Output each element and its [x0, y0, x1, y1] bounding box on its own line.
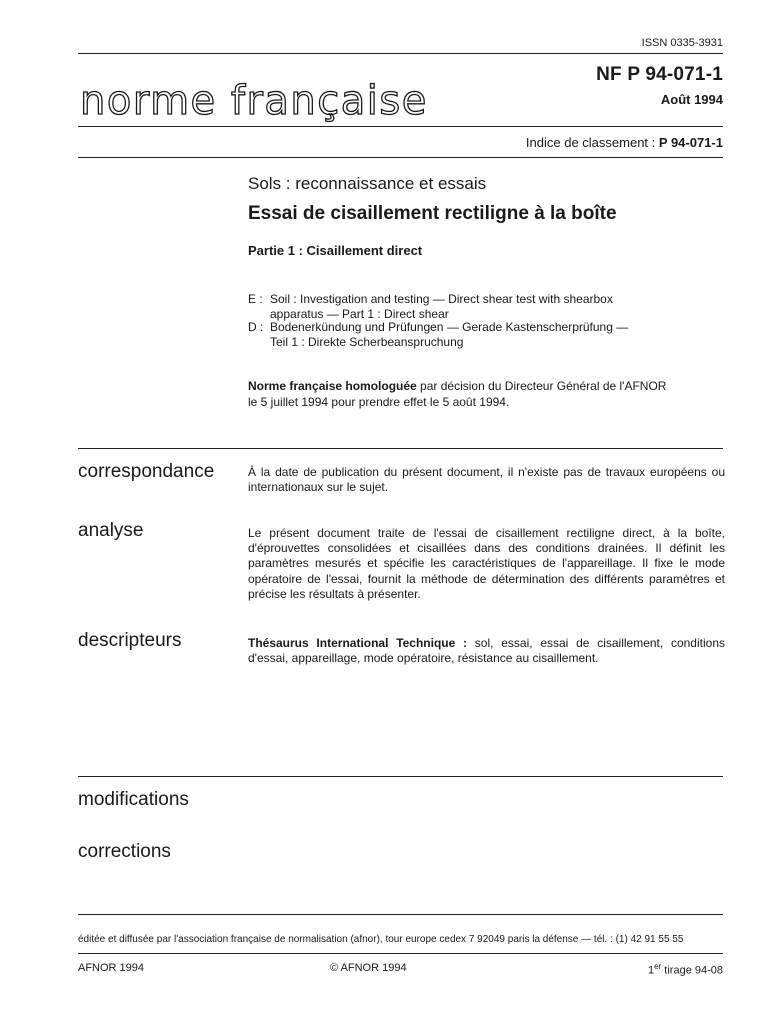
brand-title-outline [78, 76, 458, 128]
brand-title [78, 76, 458, 128]
translation-line: Bodenerkündung und Prüfungen — Gerade Kastenscherprüfung — [270, 320, 629, 334]
issn-number: ISSN 0335-3931 [641, 37, 723, 49]
translation-line: apparatus — Part 1 : Direct shear [270, 306, 449, 321]
subject-title: Sols : reconnaissance et essais [248, 174, 487, 193]
correspondance-label: correspondance [78, 461, 215, 482]
part-title: Partie 1 : Cisaillement direct [248, 243, 423, 258]
edition-ordinal: er [654, 962, 662, 971]
footer-edition [648, 962, 723, 977]
publisher-line: éditée et diffusée par l'association française de normalisation (afnor), tour europe cedex 7 92049 paris la défense — tél. : (1) 42 91 55 55 [78, 934, 684, 945]
document-number: NF P 94-071-1 [596, 64, 723, 85]
document-date: Août 1994 [660, 92, 723, 107]
brand-title-text: norme française [80, 78, 428, 124]
footer-copyright-left: AFNOR 1994 [78, 962, 145, 974]
descripteurs-keywords: sol, essai, essai de cisaillement, conditions d'essai, appareillage, mode opératoire, résistance au cisaillement. [248, 636, 725, 666]
edition-text: tirage 94-08 [661, 964, 723, 977]
modifications-label: modifications [78, 789, 189, 810]
corrections-label: corrections [78, 841, 171, 862]
homologation-date: le 5 juillet 1994 pour prendre effet le 5 août 1994. [248, 395, 510, 409]
descripteurs-label: descripteurs [78, 630, 182, 651]
homologation-bold: Norme française homologuée [248, 379, 417, 393]
header-mid-rule [78, 126, 723, 127]
descripteurs-text [248, 636, 725, 666]
edition-number: 1 [647, 964, 655, 977]
translation-german [248, 320, 628, 349]
footer-bottom-rule [78, 953, 723, 954]
main-title: Essai de cisaillement rectiligne à la boîte [248, 203, 617, 224]
translation-line: Soil : Investigation and testing — Direct shear test with shearbox [270, 292, 613, 306]
modifications-rule [78, 776, 723, 777]
homologation-text: par décision du Directeur Général de l'AFNOR [416, 379, 667, 393]
analyse-text: Le présent document traite de l'essai de cisaillement rectiligne direct, à la boîte, d'éprouvettes consolidées et cisaillées dans des conditions drainées. Il définit les paramètres mesurés et spécifie les caractéristiques de l'appareillage. Il fixe le mode opératoire de l'essai, fournit la méthode de détermination des différents paramètres et précise les résultats à présenter. [248, 526, 725, 601]
section-rule [78, 448, 723, 449]
classement-value: P 94-071-1 [658, 135, 723, 150]
translation-code: E : [248, 292, 263, 306]
analyse-label: analyse [78, 520, 144, 541]
header-top-rule [78, 53, 723, 54]
correspondance-text: À la date de publication du présent document, il n'existe pas de travaux européens ou internationaux sur le sujet. [248, 465, 725, 495]
translation-code: D : [248, 320, 264, 334]
classement-index [526, 135, 723, 150]
translation-english [248, 292, 613, 321]
header-bottom-rule [78, 157, 723, 158]
classement-label: Indice de classement : [525, 135, 656, 150]
thesaurus-label: Thésaurus International Technique : [248, 636, 468, 650]
footer-copyright-center: © AFNOR 1994 [330, 962, 407, 974]
translation-line: Teil 1 : Direkte Scherbeanspruchung [270, 334, 464, 349]
homologation-notice [248, 378, 728, 410]
footer-rule [78, 914, 723, 915]
